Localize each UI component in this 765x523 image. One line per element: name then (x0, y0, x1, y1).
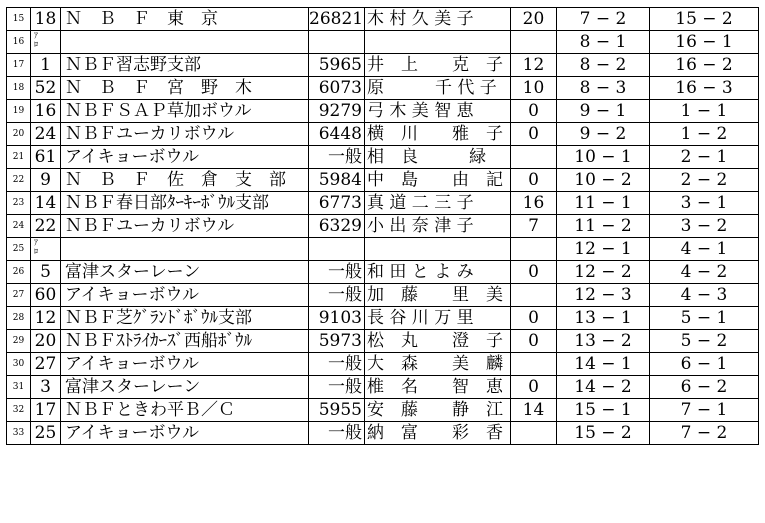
lane-number: 14 (31, 192, 61, 215)
organization: ＮＢＦ芝ｸﾞﾗﾝﾄﾞﾎﾞｳﾙ支部 (61, 307, 309, 330)
member-number: 一般 (309, 146, 365, 169)
row-number: 19 (7, 100, 31, 123)
member-number: 9279 (309, 100, 365, 123)
row-number: 24 (7, 215, 31, 238)
organization: ＮＢＦＳＡＰ草加ボウル (61, 100, 309, 123)
player-name: 和 田 と よ み (365, 261, 511, 284)
player-name: 木 村 久 美 子 (365, 8, 511, 31)
member-number: 6073 (309, 77, 365, 100)
handicap (511, 284, 557, 307)
row-number: 30 (7, 353, 31, 376)
organization: ＮＢＦ春日部ﾀｰｷｰﾎﾞｳﾙ支部 (61, 192, 309, 215)
organization: アイキョーボウル (61, 353, 309, 376)
organization: Ｎ Ｂ Ｆ 東 京 (61, 8, 309, 31)
player-name: 大 森 美 麟 (365, 353, 511, 376)
member-number: 一般 (309, 261, 365, 284)
table-row (7, 238, 759, 261)
lane-number: 52 (31, 77, 61, 100)
table-row (7, 215, 759, 238)
row-number: 32 (7, 399, 31, 422)
draw-position-2: 5 − 1 (650, 307, 759, 330)
player-name: 長 谷 川 万 里 (365, 307, 511, 330)
member-number: 一般 (309, 353, 365, 376)
player-name: 井 上 克 子 (365, 54, 511, 77)
organization: Ｎ Ｂ Ｆ 佐 倉 支 部 (61, 169, 309, 192)
row-number: 18 (7, 77, 31, 100)
draw-position-2: 6 − 2 (650, 376, 759, 399)
draw-position-1: 13 − 2 (557, 330, 650, 353)
handicap: 16 (511, 192, 557, 215)
player-name: 加 藤 里 美 (365, 284, 511, 307)
organization: ＮＢＦ習志野支部 (61, 54, 309, 77)
draw-position-1: 12 − 2 (557, 261, 650, 284)
lane-number: ｱ ﾛ (31, 31, 61, 54)
member-number: 5973 (309, 330, 365, 353)
organization: ＮＢＦユーカリボウル (61, 215, 309, 238)
handicap: 10 (511, 77, 557, 100)
draw-table (6, 7, 759, 445)
row-number: 17 (7, 54, 31, 77)
member-number: 6329 (309, 215, 365, 238)
draw-position-1: 8 − 3 (557, 77, 650, 100)
table-row (7, 353, 759, 376)
member-number: 5955 (309, 399, 365, 422)
player-name: 弓 木 美 智 恵 (365, 100, 511, 123)
handicap: 12 (511, 54, 557, 77)
organization: 富津スターレーン (61, 376, 309, 399)
draw-position-2: 7 − 2 (650, 422, 759, 445)
organization: ＮＢＦときわ平Ｂ／Ｃ (61, 399, 309, 422)
draw-position-1: 10 − 1 (557, 146, 650, 169)
player-name (365, 31, 511, 54)
table-row (7, 100, 759, 123)
lane-number: 22 (31, 215, 61, 238)
draw-position-1: 9 − 2 (557, 123, 650, 146)
handicap: 0 (511, 307, 557, 330)
lane-number: 1 (31, 54, 61, 77)
row-number: 26 (7, 261, 31, 284)
draw-position-1: 13 − 1 (557, 307, 650, 330)
table-row (7, 422, 759, 445)
player-name: 横 川 雅 子 (365, 123, 511, 146)
draw-position-1: 14 − 2 (557, 376, 650, 399)
player-name: 小 出 奈 津 子 (365, 215, 511, 238)
row-number: 25 (7, 238, 31, 261)
table-row (7, 192, 759, 215)
handicap (511, 353, 557, 376)
handicap: 0 (511, 169, 557, 192)
row-number: 15 (7, 8, 31, 31)
row-number: 23 (7, 192, 31, 215)
organization: ＮＢＦｽﾄﾗｲｶｰｽﾞ西船ﾎﾞｳﾙ (61, 330, 309, 353)
player-name: 松 丸 澄 子 (365, 330, 511, 353)
handicap: 0 (511, 330, 557, 353)
draw-position-2: 5 − 2 (650, 330, 759, 353)
table-row (7, 123, 759, 146)
member-number (309, 31, 365, 54)
draw-position-2: 16 − 2 (650, 54, 759, 77)
draw-position-2: 16 − 3 (650, 77, 759, 100)
member-number: 一般 (309, 422, 365, 445)
table-row (7, 146, 759, 169)
player-name: 原 千 代 子 (365, 77, 511, 100)
lane-number: 12 (31, 307, 61, 330)
table-row (7, 77, 759, 100)
draw-position-2: 2 − 2 (650, 169, 759, 192)
draw-position-2: 1 − 1 (650, 100, 759, 123)
table-row (7, 330, 759, 353)
player-name: 中 島 由 記 (365, 169, 511, 192)
draw-position-1: 10 − 2 (557, 169, 650, 192)
table-row (7, 54, 759, 77)
lane-number: 25 (31, 422, 61, 445)
table-row (7, 169, 759, 192)
draw-position-1: 12 − 1 (557, 238, 650, 261)
row-number: 29 (7, 330, 31, 353)
handicap (511, 31, 557, 54)
handicap: 7 (511, 215, 557, 238)
member-number: 一般 (309, 284, 365, 307)
organization: Ｎ Ｂ Ｆ 宮 野 木 (61, 77, 309, 100)
table-row (7, 376, 759, 399)
handicap: 0 (511, 123, 557, 146)
handicap: 0 (511, 100, 557, 123)
player-name: 納 富 彩 香 (365, 422, 511, 445)
handicap (511, 238, 557, 261)
lane-number: 18 (31, 8, 61, 31)
lane-number: 60 (31, 284, 61, 307)
draw-position-2: 15 − 2 (650, 8, 759, 31)
draw-position-2: 4 − 2 (650, 261, 759, 284)
row-number: 22 (7, 169, 31, 192)
lane-number: 5 (31, 261, 61, 284)
organization: アイキョーボウル (61, 422, 309, 445)
member-number: 5965 (309, 54, 365, 77)
draw-position-1: 12 − 3 (557, 284, 650, 307)
draw-position-2: 6 − 1 (650, 353, 759, 376)
draw-position-2: 1 − 2 (650, 123, 759, 146)
draw-position-2: 3 − 1 (650, 192, 759, 215)
draw-position-1: 11 − 2 (557, 215, 650, 238)
member-number: 6448 (309, 123, 365, 146)
handicap (511, 146, 557, 169)
handicap (511, 422, 557, 445)
draw-position-1: 11 − 1 (557, 192, 650, 215)
player-name: 椎 名 智 恵 (365, 376, 511, 399)
lane-number: 9 (31, 169, 61, 192)
row-number: 27 (7, 284, 31, 307)
lane-number: 3 (31, 376, 61, 399)
lane-number: ｱ ﾛ (31, 238, 61, 261)
handicap: 0 (511, 261, 557, 284)
organization: 富津スターレーン (61, 261, 309, 284)
draw-position-2: 7 − 1 (650, 399, 759, 422)
draw-position-1: 8 − 1 (557, 31, 650, 54)
member-number (309, 238, 365, 261)
lane-number: 20 (31, 330, 61, 353)
handicap: 20 (511, 8, 557, 31)
draw-position-2: 2 − 1 (650, 146, 759, 169)
draw-position-1: 15 − 1 (557, 399, 650, 422)
player-name: 相 良 緑 (365, 146, 511, 169)
draw-position-2: 3 − 2 (650, 215, 759, 238)
draw-position-1: 7 − 2 (557, 8, 650, 31)
row-number: 21 (7, 146, 31, 169)
table-row (7, 307, 759, 330)
table-row (7, 284, 759, 307)
row-number: 16 (7, 31, 31, 54)
member-number: 一般 (309, 376, 365, 399)
row-number: 33 (7, 422, 31, 445)
row-number: 31 (7, 376, 31, 399)
organization: アイキョーボウル (61, 284, 309, 307)
draw-position-1: 14 − 1 (557, 353, 650, 376)
lane-number: 17 (31, 399, 61, 422)
lane-number: 27 (31, 353, 61, 376)
member-number: 9103 (309, 307, 365, 330)
lane-number: 24 (31, 123, 61, 146)
lane-number: 16 (31, 100, 61, 123)
organization (61, 31, 309, 54)
draw-position-2: 4 − 1 (650, 238, 759, 261)
member-number: 6773 (309, 192, 365, 215)
handicap: 14 (511, 399, 557, 422)
organization: アイキョーボウル (61, 146, 309, 169)
table-row (7, 399, 759, 422)
draw-position-2: 4 − 3 (650, 284, 759, 307)
player-name: 安 藤 静 江 (365, 399, 511, 422)
member-number: 26821 (309, 9, 364, 29)
table-body (7, 8, 759, 445)
member-number: 5984 (309, 169, 365, 192)
table-row (7, 31, 759, 54)
draw-position-1: 15 − 2 (557, 422, 650, 445)
table-row (7, 261, 759, 284)
player-name (365, 238, 511, 261)
draw-position-2: 16 − 1 (650, 31, 759, 54)
draw-position-1: 9 − 1 (557, 100, 650, 123)
organization (61, 238, 309, 261)
lane-number: 61 (31, 146, 61, 169)
row-number: 28 (7, 307, 31, 330)
table-row (7, 8, 759, 31)
row-number: 20 (7, 123, 31, 146)
organization: ＮＢＦユーカリボウル (61, 123, 309, 146)
player-name: 真 道 二 三 子 (365, 192, 511, 215)
handicap: 0 (511, 376, 557, 399)
draw-position-1: 8 − 2 (557, 54, 650, 77)
